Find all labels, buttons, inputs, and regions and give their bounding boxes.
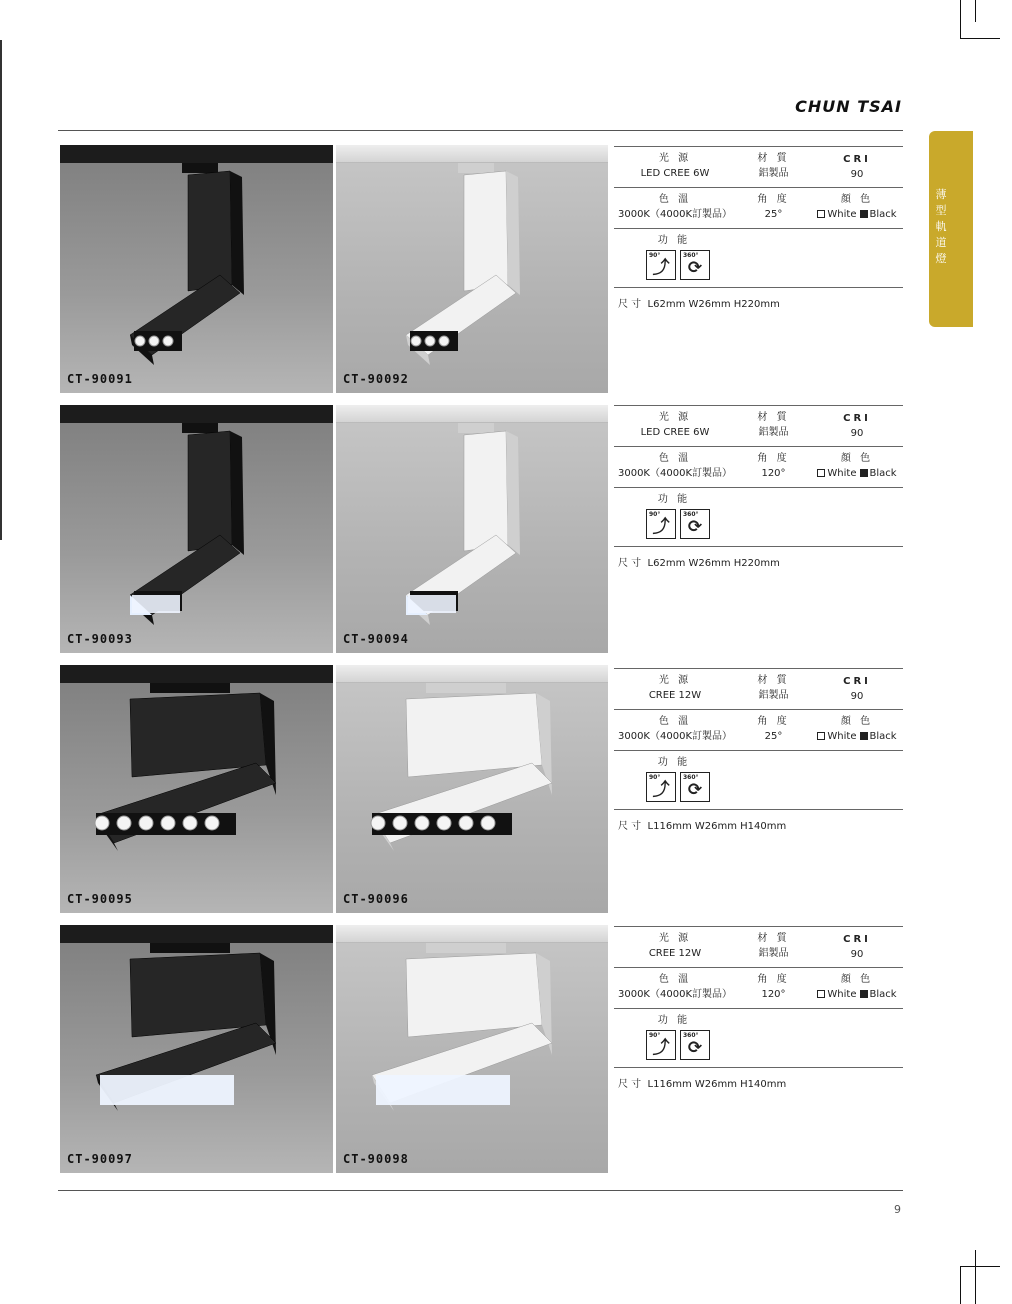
color-options [811, 208, 903, 222]
rotate-360-icon [680, 509, 710, 539]
crop-mark-bottom [975, 1250, 976, 1304]
dimensions [618, 1075, 786, 1090]
color-temp-value: 3000K（4000K訂製品） [617, 468, 732, 479]
diffuser-lens [60, 405, 333, 653]
color-temp-value: 3000K（4000K訂製品） [617, 209, 732, 220]
rotate-360-icon [680, 250, 710, 280]
led-lens-row [336, 145, 608, 393]
material-label: 材 質 [757, 933, 790, 944]
angle-label: 角 度 [757, 716, 790, 727]
product-photo [60, 925, 333, 1173]
spec-divider [614, 926, 903, 927]
product-photo [60, 145, 333, 393]
white-swatch [817, 210, 825, 218]
category-char: 道 [935, 236, 947, 249]
cri-value: 90 [850, 169, 864, 180]
dimensions [618, 817, 786, 832]
spec-divider [614, 446, 903, 447]
angle-value: 25° [764, 209, 783, 220]
rotate-360-glyph: ⟳ [687, 258, 703, 278]
brand-logo: CHUN TSAI [795, 97, 902, 116]
led-lens-row [60, 145, 333, 393]
crop-mark-bottom [960, 1266, 961, 1304]
cri-value: 90 [850, 428, 864, 439]
color-label: 顏 色 [840, 453, 874, 464]
model-number: CT-90098 [343, 1152, 409, 1166]
spec-divider [614, 1008, 903, 1009]
spec-divider [614, 146, 903, 147]
rotate-360-icon [680, 772, 710, 802]
white-swatch [817, 732, 825, 740]
color-options [811, 988, 903, 1002]
angle-value: 120° [761, 468, 786, 479]
material-label: 材 質 [757, 675, 790, 686]
crop-mark-bottom [960, 1266, 1000, 1267]
angle-label: 角 度 [757, 453, 790, 464]
color-temp-label: 色 溫 [658, 974, 692, 985]
material-label: 材 質 [757, 153, 790, 164]
spec-table [614, 668, 903, 832]
rotate-90-glyph: ⤴ [652, 517, 670, 537]
rotate-90-caption: 90° [649, 252, 661, 259]
spec-divider [614, 287, 903, 288]
size-value: L62mm W26mm H220mm [647, 558, 780, 569]
black-swatch [860, 732, 868, 740]
category-char: 薄 [935, 188, 947, 201]
model-number: CT-90095 [67, 892, 133, 906]
header-rule [58, 130, 903, 131]
product-photo [336, 145, 608, 393]
white-option-label: White [827, 731, 857, 742]
rotate-360-caption: 360° [683, 774, 699, 781]
light-source-value: LED CREE 6W [640, 168, 710, 179]
material-value: 鋁製品 [758, 948, 789, 959]
model-number: CT-90092 [343, 372, 409, 386]
angle-label: 角 度 [757, 974, 790, 985]
size-value: L116mm W26mm H140mm [647, 821, 787, 832]
spec-divider [614, 750, 903, 751]
color-temp-label: 色 溫 [658, 716, 692, 727]
cri-label: CRI [843, 154, 871, 165]
rotate-90-icon [646, 509, 676, 539]
crop-mark-top [975, 0, 976, 22]
rotate-90-icon [646, 1030, 676, 1060]
diffuser-lens [60, 925, 333, 1173]
cri-value: 90 [850, 691, 864, 702]
rotate-90-caption: 90° [649, 1032, 661, 1039]
black-option-label: Black [869, 209, 897, 220]
white-swatch [817, 990, 825, 998]
size-label: 尺 寸 [618, 821, 642, 832]
material-label: 材 質 [757, 412, 790, 423]
function-label: 功 能 [657, 235, 691, 246]
color-temp-label: 色 溫 [658, 453, 692, 464]
dimensions [618, 295, 780, 310]
rotate-90-glyph: ⤴ [652, 780, 670, 800]
black-option-label: Black [869, 468, 897, 479]
material-value: 鋁製品 [758, 690, 789, 701]
category-tab [929, 131, 973, 327]
led-lens-row [60, 665, 333, 913]
function-label: 功 能 [657, 1015, 691, 1026]
black-swatch [860, 469, 868, 477]
crop-mark-top [960, 0, 961, 38]
model-number: CT-90091 [67, 372, 133, 386]
rotate-360-glyph: ⟳ [687, 517, 703, 537]
white-option-label: White [827, 989, 857, 1000]
rotate-90-icon [646, 250, 676, 280]
angle-value: 120° [761, 989, 786, 1000]
color-temp-label: 色 溫 [658, 194, 692, 205]
black-swatch [860, 990, 868, 998]
page-edge-bar [0, 40, 2, 540]
color-options [811, 467, 903, 481]
spec-table [614, 926, 903, 1090]
size-value: L62mm W26mm H220mm [647, 299, 780, 310]
light-source-label: 光 源 [658, 933, 692, 944]
light-source-label: 光 源 [658, 675, 692, 686]
rotate-360-caption: 360° [683, 252, 699, 259]
material-value: 鋁製品 [758, 168, 789, 179]
product-photo [60, 665, 333, 913]
light-source-value: LED CREE 6W [640, 427, 710, 438]
spec-divider [614, 668, 903, 669]
spec-divider [614, 809, 903, 810]
category-char: 型 [935, 204, 947, 217]
color-label: 顏 色 [840, 194, 874, 205]
light-source-label: 光 源 [658, 412, 692, 423]
rotate-360-icon [680, 1030, 710, 1060]
spec-divider [614, 709, 903, 710]
color-label: 顏 色 [840, 716, 874, 727]
color-temp-value: 3000K（4000K訂製品） [617, 989, 732, 1000]
material-value: 鋁製品 [758, 427, 789, 438]
size-label: 尺 寸 [618, 558, 642, 569]
black-swatch [860, 210, 868, 218]
color-options [811, 730, 903, 744]
footer-rule [58, 1190, 903, 1191]
size-value: L116mm W26mm H140mm [647, 1079, 787, 1090]
rotate-90-caption: 90° [649, 774, 661, 781]
black-option-label: Black [869, 989, 897, 1000]
black-option-label: Black [869, 731, 897, 742]
model-number: CT-90094 [343, 632, 409, 646]
rotate-360-glyph: ⟳ [687, 1038, 703, 1058]
light-source-value: CREE 12W [648, 948, 702, 959]
model-number: CT-90093 [67, 632, 133, 646]
angle-label: 角 度 [757, 194, 790, 205]
spec-divider [614, 967, 903, 968]
cri-label: CRI [843, 934, 871, 945]
cri-value: 90 [850, 949, 864, 960]
spec-divider [614, 187, 903, 188]
function-label: 功 能 [657, 494, 691, 505]
rotate-360-caption: 360° [683, 511, 699, 518]
product-photo [336, 665, 608, 913]
rotate-360-caption: 360° [683, 1032, 699, 1039]
cri-label: CRI [843, 413, 871, 424]
spec-divider [614, 228, 903, 229]
size-label: 尺 寸 [618, 299, 642, 310]
product-photo [336, 925, 608, 1173]
category-char: 軌 [935, 220, 947, 233]
crop-mark-top [960, 38, 1000, 39]
spec-divider [614, 546, 903, 547]
rotate-90-glyph: ⤴ [652, 258, 670, 278]
light-source-value: CREE 12W [648, 690, 702, 701]
size-label: 尺 寸 [618, 1079, 642, 1090]
led-lens-row [336, 665, 608, 913]
model-number: CT-90096 [343, 892, 409, 906]
white-option-label: White [827, 209, 857, 220]
color-temp-value: 3000K（4000K訂製品） [617, 731, 732, 742]
model-number: CT-90097 [67, 1152, 133, 1166]
white-swatch [817, 469, 825, 477]
product-photo [60, 405, 333, 653]
spec-table [614, 146, 903, 310]
rotate-360-glyph: ⟳ [687, 780, 703, 800]
spec-divider [614, 487, 903, 488]
rotate-90-glyph: ⤴ [652, 1038, 670, 1058]
color-label: 顏 色 [840, 974, 874, 985]
cri-label: CRI [843, 676, 871, 687]
spec-divider [614, 405, 903, 406]
product-photo [336, 405, 608, 653]
dimensions [618, 554, 780, 569]
function-label: 功 能 [657, 757, 691, 768]
rotate-90-caption: 90° [649, 511, 661, 518]
category-char: 燈 [935, 252, 947, 265]
angle-value: 25° [764, 731, 783, 742]
diffuser-lens [336, 925, 608, 1173]
diffuser-lens [336, 405, 608, 653]
page-number: 9 [894, 1203, 901, 1216]
white-option-label: White [827, 468, 857, 479]
spec-divider [614, 1067, 903, 1068]
spec-table [614, 405, 903, 569]
light-source-label: 光 源 [658, 153, 692, 164]
rotate-90-icon [646, 772, 676, 802]
